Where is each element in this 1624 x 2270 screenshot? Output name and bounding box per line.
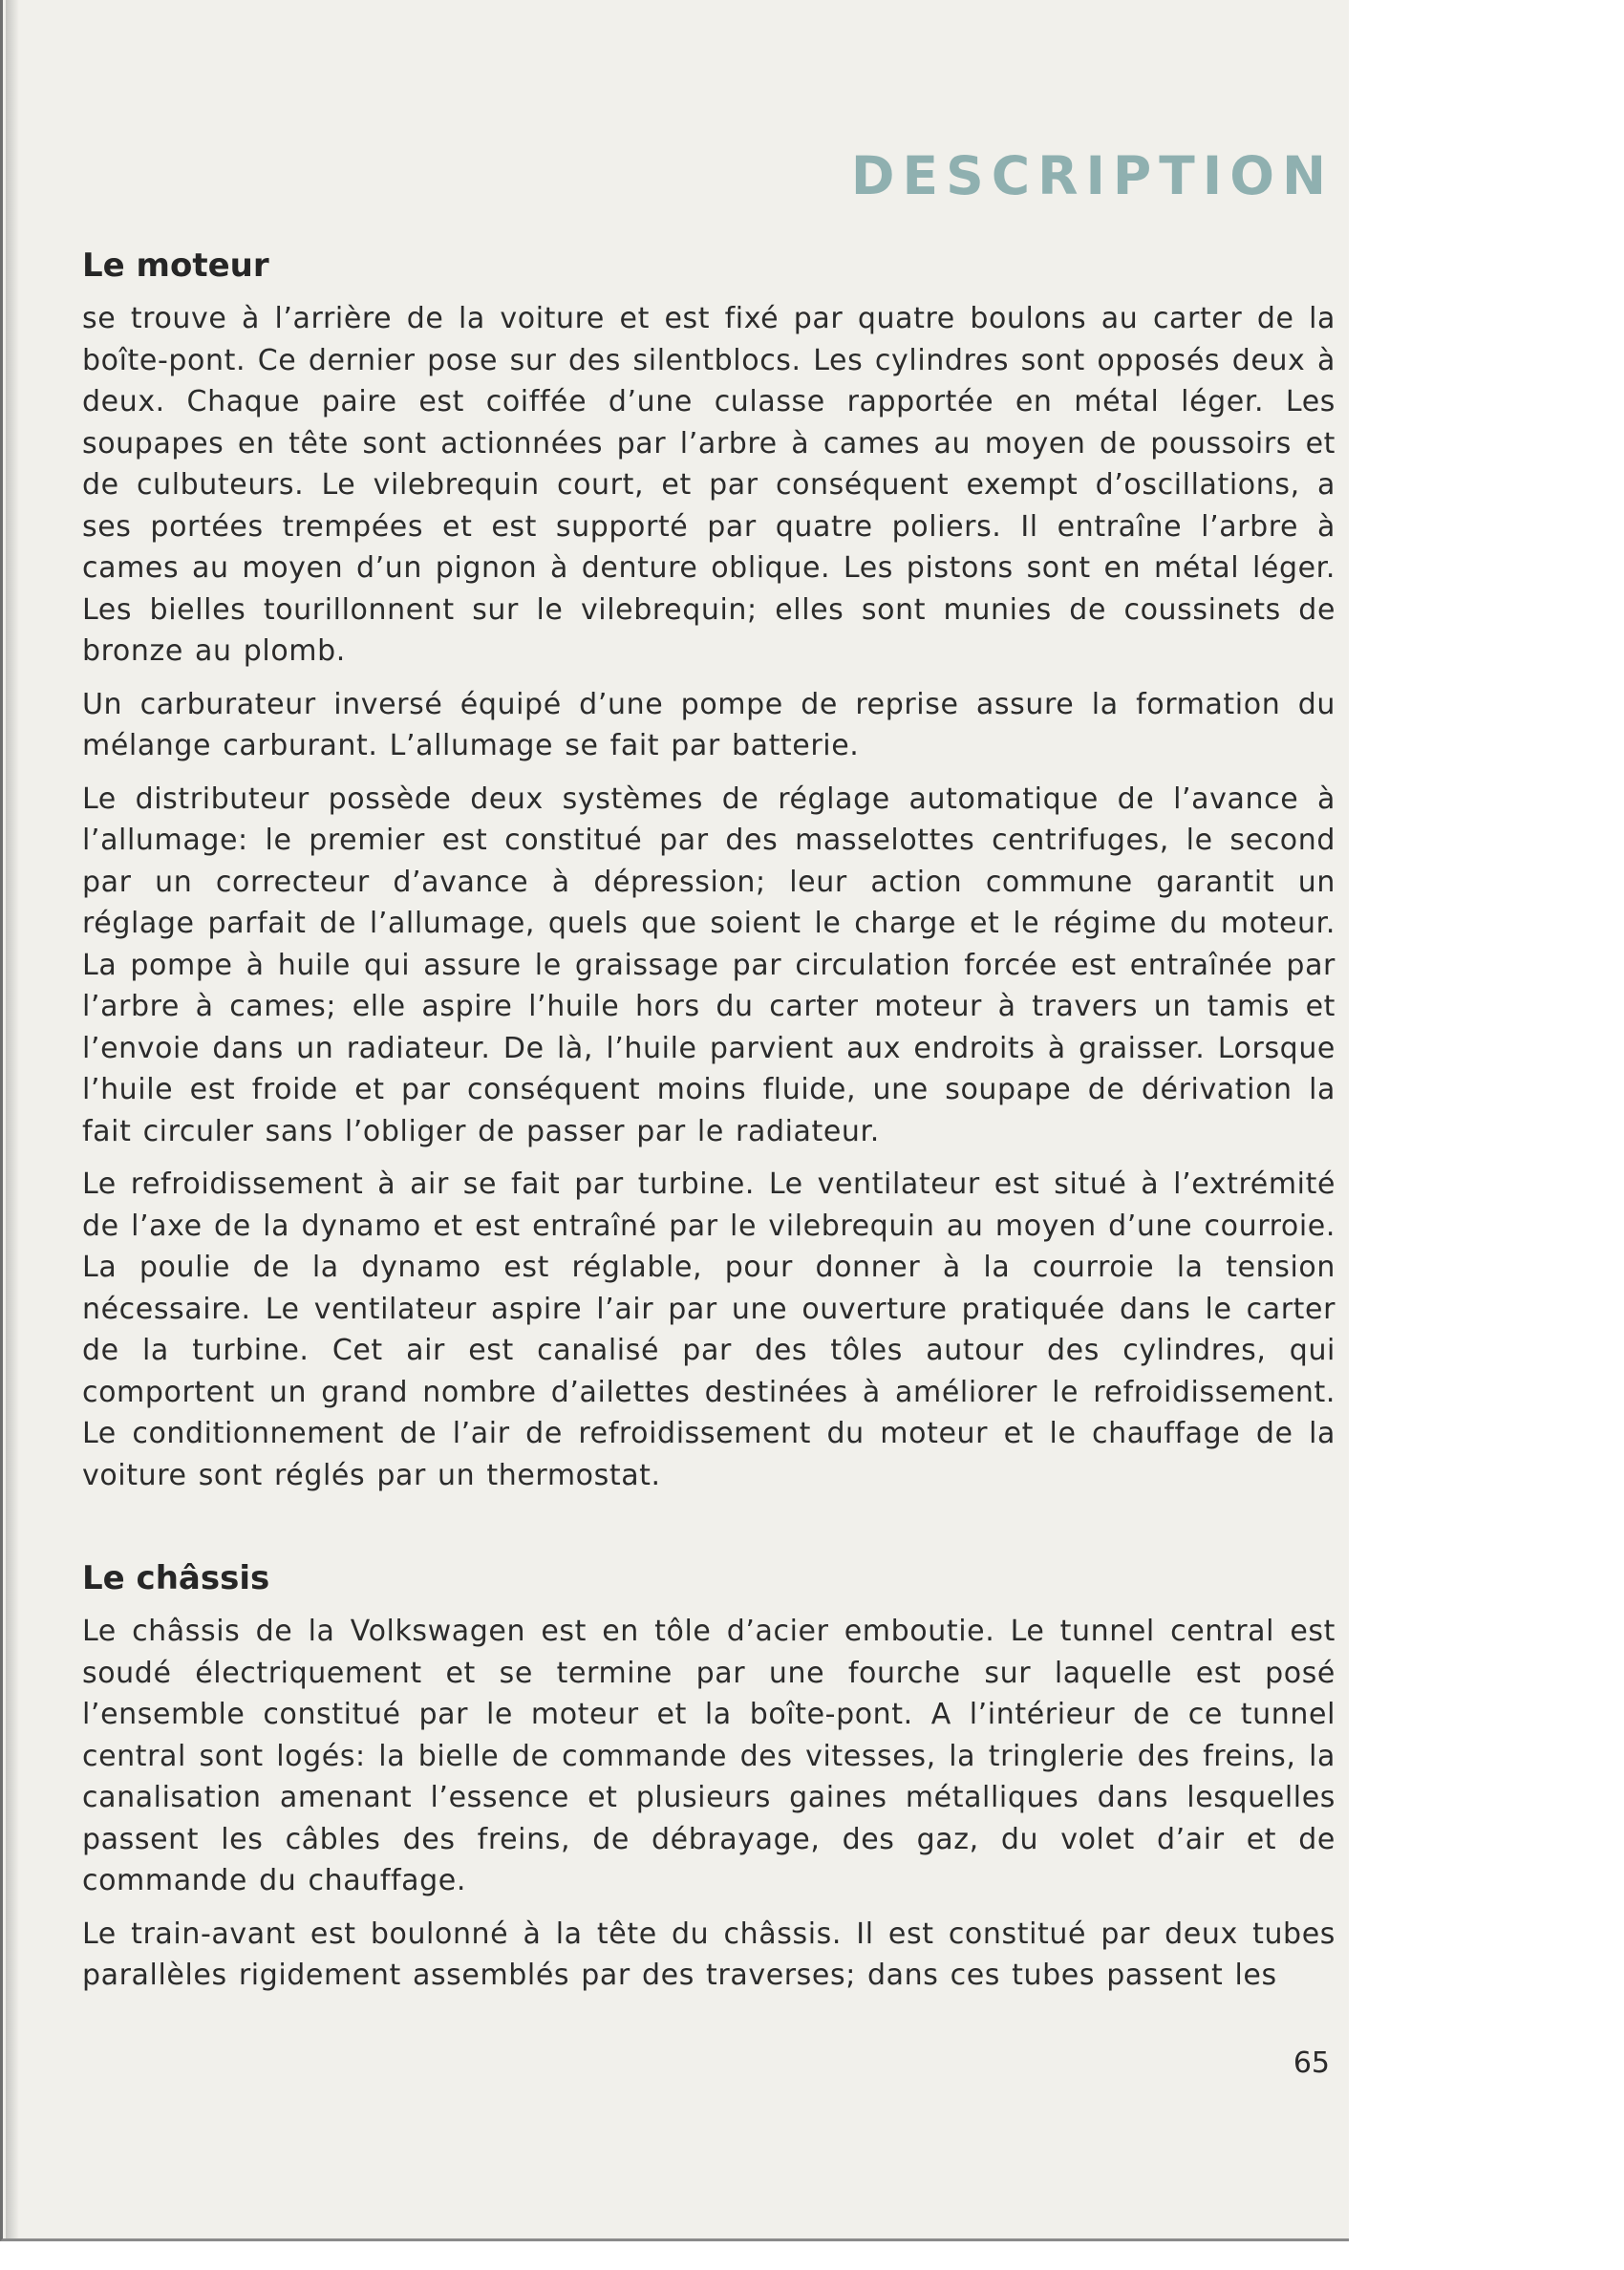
paragraph-chassis: Le châssis de la Volkswagen est en tôle d’acier emboutie. Le tunnel central est soudé électriquement et se termine par une fourche sur laquelle est posé l’ensemble constitué par le moteur et la boîte-pont. A l’intérieur de ce tunnel central sont logés: la bielle de commande des vitesses, la tringlerie des freins, la canalisation amenant l’essence et plusieurs gaines métalliques dans lesquelles passent les câbles des freins, de débrayage, des gaz, du volet d’air et de commande du chauffage.: [82, 1615, 1336, 1897]
section-title-chassis: Le châssis: [82, 1559, 270, 1597]
paragraph-distributeur: Le distributeur possède deux systèmes de réglage automatique de l’avance à l’allumage: le premier est constitué par des masselottes centrifuges, le second par un correcteur d’avance à dépression; leur action commune garantit un réglage parfait de l’allumage, quels que soient le charge et le régime du moteur. La pompe à huile qui assure le graissage par circulation forcée est entraînée par l’arbre à cames; elle aspire l’huile hors du carter moteur à travers un tamis et l’envoie dans un radiateur. De là, l’huile parvient aux endroits à graisser. Lorsque l’huile est froide et par conséquent moins fluide, une soupape de dérivation la fait circuler sans l’obliger de passer par le radiateur.: [82, 782, 1336, 1148]
paragraph-carburateur: Un carburateur inversé équipé d’une pompe de reprise assure la formation du mélange carburant. L’allumage se fait par batterie.: [82, 687, 1336, 762]
page-heading: DESCRIPTION: [850, 145, 1334, 206]
binding-shadow: [6, 0, 19, 2238]
page-content: [82, 246, 1336, 2008]
page-number: 65: [1293, 2046, 1330, 2080]
paragraph-train-avant: Le train-avant est boulonné à la tête du châssis. Il est constitué par deux tubes parallèles rigidement assemblés par des traverses; dans ces tubes passent les: [82, 1917, 1336, 1992]
paragraph-moteur-intro: se trouve à l’arrière de la voiture et est fixé par quatre boulons au carter de la boîte-pont. Ce dernier pose sur des silentblocs. Les cylindres sont opposés deux à deux. Chaque paire est coiffée d’une culasse rapportée en métal léger. Les soupapes en tête sont actionnées par l’arbre à cames au moyen de poussoirs et de culbuteurs. Le vilebrequin court, et par conséquent exempt d’oscillations, a ses portées trempées et est supporté par quatre poliers. Il entraîne l’arbre à cames au moyen d’un pignon à denture oblique. Les pistons sont en métal léger. Les bielles tourillonnent sur le vilebrequin; elles sont munies de coussinets de bronze au plomb.: [82, 302, 1336, 668]
section-title-moteur: Le moteur: [82, 246, 269, 285]
paragraph-refroidissement: Le refroidissement à air se fait par turbine. Le ventilateur est situé à l’extrémité de l’axe de la dynamo et est entraîné par le vilebrequin au moyen d’une courroie. La poulie de la dynamo est réglable, pour donner à la courroie la tension nécessaire. Le ventilateur aspire l’air par une ouverture pratiquée dans le carter de la turbine. Cet air est canalisé par des tôles autour des cylindres, qui comportent un grand nombre d’ailettes destinées à améliorer le refroidissement. Le conditionnement de l’air de refroidissement du moteur et le chauffage de la voiture sont réglés par un thermostat.: [82, 1167, 1336, 1492]
